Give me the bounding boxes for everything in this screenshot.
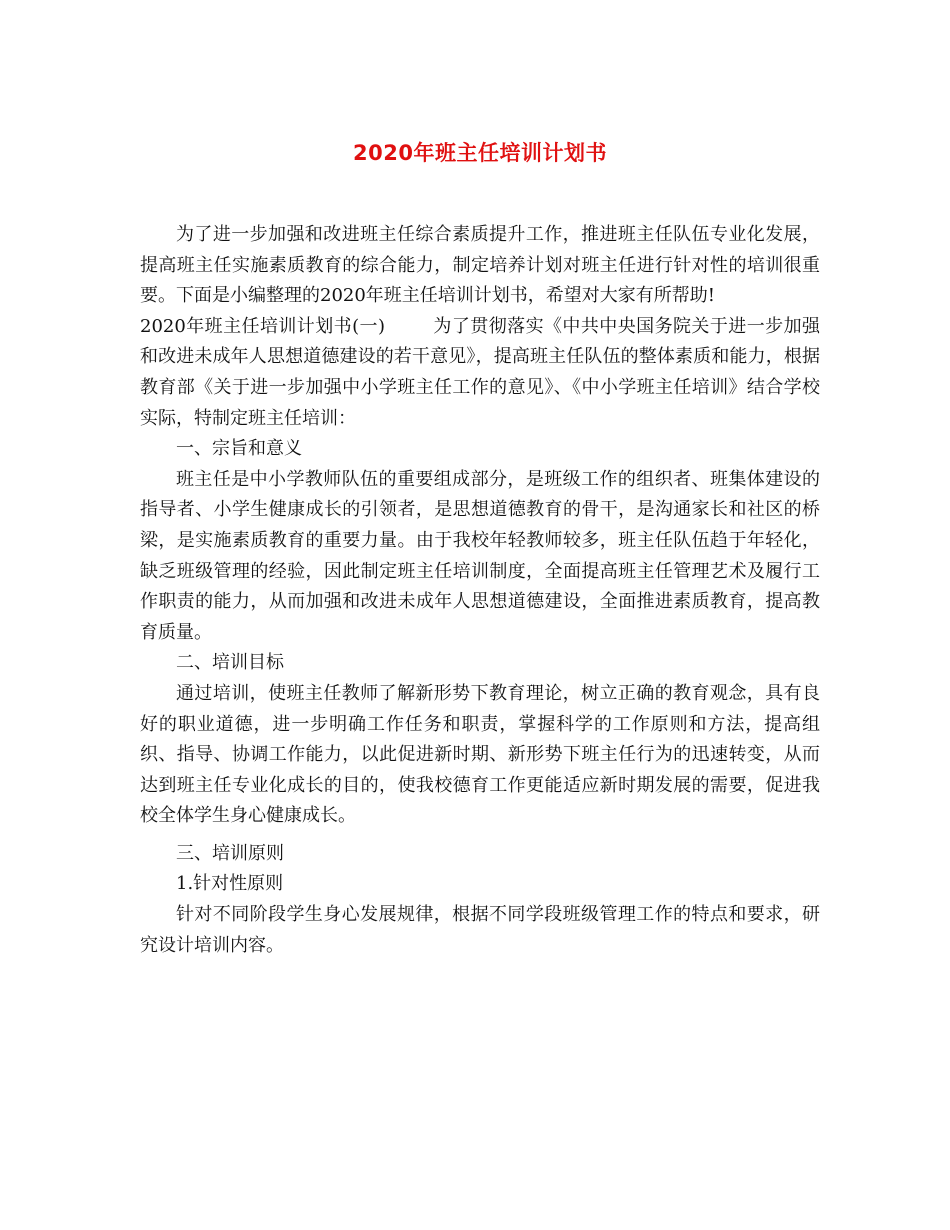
subheading-targeted-principle: 1.针对性原则 (176, 873, 284, 895)
section-one-label: 2020年班主任培训计划书(一) (140, 315, 385, 337)
heading-principles: 三、培训原则 (176, 842, 284, 864)
section-one-text: 为了贯彻落实《中共中央国务院关于进一步加强和改进未成年人思想道德建设的若干意见》，提高班主任队伍的整体素质和能力，根据教育部《关于进一步加强中小学班主任工作的意见》、《中小学班主任培训》结合学校实际，特制定班主任培训： (140, 315, 820, 429)
document-body (140, 220, 820, 961)
paragraph-goals: 通过培训，使班主任教师了解新形势下教育理论，树立正确的教育观念，具有良好的职业道德，进一步明确工作任务和职责，掌握科学的工作原则和方法，提高组织、指导、协调工作能力，以此促进新时期、新形势下班主任行为的迅速转变，从而达到班主任专业化成长的目的，使我校德育工作更能适应新时期发展的需要，促进我校全体学生身心健康成长。 (140, 682, 820, 827)
document-title: 2020年班主任培训计划书 (353, 141, 607, 165)
paragraph-purpose: 班主任是中小学教师队伍的重要组成部分，是班级工作的组织者、班集体建设的指导者、小学生健康成长的引领者，是思想道德教育的骨干，是沟通家长和社区的桥梁，是实施素质教育的重要力量。由于我校年轻教师较多，班主任队伍趋于年轻化，缺乏班级管理的经验，因此制定班主任培训制度，全面提高班主任管理艺术及履行工作职责的能力，从而加强和改进未成年人思想道德建设，全面推进素质教育，提高教育质量。 (140, 468, 820, 643)
paragraph-targeted-principle: 针对不同阶段学生身心发展规律，根据不同学段班级管理工作的特点和要求，研究设计培训内容。 (140, 904, 820, 956)
heading-goals: 二、培训目标 (176, 652, 284, 674)
heading-purpose: 一、宗旨和意义 (176, 438, 302, 460)
section-one-paragraph (140, 312, 820, 434)
intro-paragraph: 为了进一步加强和改进班主任综合素质提升工作，推进班主任队伍专业化发展，提高班主任实施素质教育的综合能力，制定培养计划对班主任进行针对性的培训很重要。下面是小编整理的2020年班主任培训计划书，希望对大家有所帮助! (140, 224, 820, 307)
